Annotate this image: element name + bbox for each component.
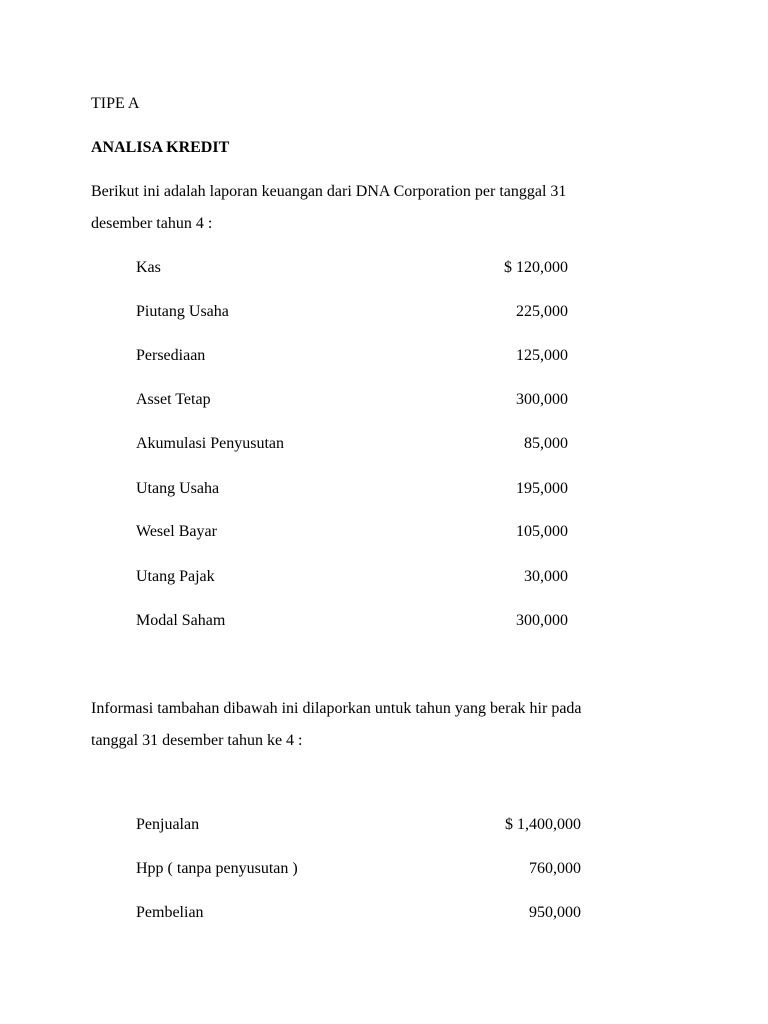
income-value: 760,000 — [529, 860, 581, 877]
balance-label: Wesel Bayar — [136, 523, 217, 540]
balance-value: 125,000 — [516, 347, 568, 364]
balance-label: Asset Tetap — [136, 391, 211, 408]
balance-value: 30,000 — [524, 568, 568, 585]
income-label: Hpp ( tanpa penyusutan ) — [136, 860, 298, 877]
balance-value: 300,000 — [516, 612, 568, 629]
balance-label: Utang Pajak — [136, 568, 215, 585]
balance-value: 105,000 — [516, 523, 568, 540]
balance-value: $ 120,000 — [504, 259, 568, 276]
income-label: Penjualan — [136, 816, 200, 833]
income-label: Pembelian — [136, 904, 204, 921]
balance-label: Utang Usaha — [136, 480, 220, 497]
document-type-label: TIPE A — [91, 95, 140, 112]
intro-line-2: desember tahun 4 : — [91, 215, 213, 232]
balance-value: 300,000 — [516, 391, 568, 408]
balance-label: Piutang Usaha — [136, 303, 229, 320]
income-value: $ 1,400,000 — [505, 816, 581, 833]
additional-info-line-2: tanggal 31 desember tahun ke 4 : — [91, 732, 303, 749]
document-title: ANALISA KREDIT — [91, 139, 230, 156]
additional-info-line-1: Informasi tambahan dibawah ini dilaporkan untuk tahun yang berak hir pada — [91, 700, 582, 717]
balance-label: Modal Saham — [136, 612, 226, 629]
balance-label: Akumulasi Penyusutan — [136, 435, 284, 452]
balance-value: 225,000 — [516, 303, 568, 320]
balance-label: Kas — [136, 259, 161, 276]
intro-line-1: Berikut ini adalah laporan keuangan dari DNA Corporation per tanggal 31 — [91, 183, 567, 200]
balance-value: 85,000 — [524, 435, 568, 452]
balance-value: 195,000 — [516, 480, 568, 497]
balance-label: Persediaan — [136, 347, 206, 364]
income-value: 950,000 — [529, 904, 581, 921]
